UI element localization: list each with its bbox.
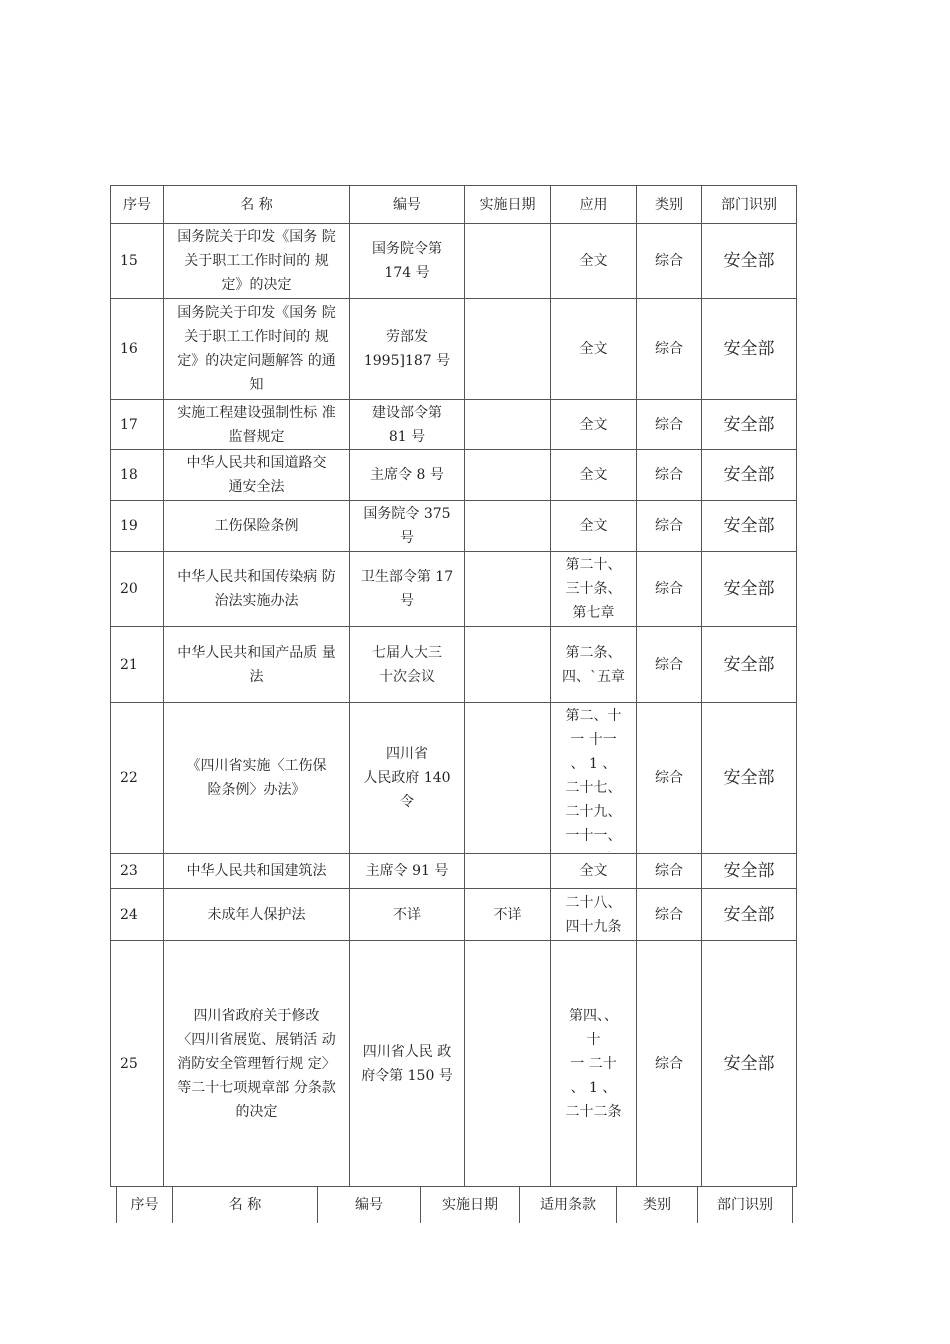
row-apply-text: 全文 xyxy=(579,518,608,534)
row-dept-text: 安全部 xyxy=(723,579,775,599)
row-dept-text: 安全部 xyxy=(723,904,775,925)
header-dept: 部门识别 xyxy=(702,186,797,224)
row-apply-text: 全文 xyxy=(579,467,608,483)
row-date xyxy=(465,299,551,400)
row-code-text: 建设部令第 81 号 xyxy=(372,404,442,445)
row-code xyxy=(350,889,465,941)
row-date xyxy=(465,854,551,889)
row-no xyxy=(111,703,164,854)
row-apply xyxy=(551,703,637,854)
row-dept xyxy=(702,627,797,703)
row-code-text: 国务院令第 174 号 xyxy=(372,241,442,281)
row-apply xyxy=(551,224,637,299)
row-dept-text: 安全部 xyxy=(723,1053,775,1074)
row-dept xyxy=(702,450,797,501)
row-name-text: 中华人民共和国传染病 防 治法实施办法 xyxy=(177,569,336,609)
row-apply-text: 第二条、 四、`五章 xyxy=(562,644,625,685)
row-dept xyxy=(702,941,797,1187)
table-row xyxy=(111,400,797,450)
row-code xyxy=(350,854,465,889)
header-date: 实施日期 xyxy=(465,186,551,224)
row-apply-text: 全文 xyxy=(579,341,608,357)
header-apply: 应用 xyxy=(551,186,637,224)
row-name xyxy=(164,299,350,400)
row-code xyxy=(350,501,465,552)
row-code-text: 国务院令 375 号 xyxy=(363,506,451,546)
row-category-text: 综合 xyxy=(655,467,683,483)
row-dept-text: 安全部 xyxy=(723,465,775,485)
row-dept-text: 安全部 xyxy=(723,414,775,435)
row-no xyxy=(111,501,164,552)
row-apply-text: 全文 xyxy=(579,416,608,433)
row-date xyxy=(465,941,551,1187)
row-no xyxy=(111,941,164,1187)
row-dept xyxy=(702,299,797,400)
header-no: 序号 xyxy=(111,186,164,224)
header-code: 编号 xyxy=(350,186,465,224)
row-no-text: 23 xyxy=(120,863,138,879)
footer-header-clauses: 适用条款 xyxy=(520,1187,617,1224)
row-category xyxy=(637,299,702,400)
row-code-text: 劳部发 1995]187 号 xyxy=(363,329,451,369)
row-dept-text: 安全部 xyxy=(723,251,775,271)
row-no-text: 24 xyxy=(120,906,138,923)
continuation-header-row xyxy=(117,1187,793,1224)
row-dept xyxy=(702,703,797,854)
footer-header-name: 名 称 xyxy=(173,1187,318,1224)
row-apply xyxy=(551,854,637,889)
footer-header-date: 实施日期 xyxy=(421,1187,520,1224)
row-name-text: 工伤保险条例 xyxy=(214,518,299,534)
row-date xyxy=(465,627,551,703)
table-row xyxy=(111,889,797,941)
row-name xyxy=(164,703,350,854)
table-row xyxy=(111,854,797,889)
row-dept xyxy=(702,854,797,889)
table-row xyxy=(111,627,797,703)
row-no-text: 22 xyxy=(120,770,138,786)
row-category xyxy=(637,224,702,299)
row-no-text: 19 xyxy=(120,518,138,534)
row-apply xyxy=(551,450,637,501)
row-category-text: 综合 xyxy=(655,770,683,786)
table-row xyxy=(111,941,797,1187)
row-date xyxy=(465,703,551,854)
row-code xyxy=(350,450,465,501)
row-date xyxy=(465,400,551,450)
row-no-text: 18 xyxy=(120,467,138,483)
row-no xyxy=(111,400,164,450)
row-code xyxy=(350,224,465,299)
row-dept-text: 安全部 xyxy=(723,861,775,881)
row-category-text: 综合 xyxy=(655,253,683,269)
row-name-text: 中华人民共和国建筑法 xyxy=(186,863,327,879)
row-name-text: 中华人民共和国道路交 通安全法 xyxy=(186,455,327,495)
row-category-text: 综合 xyxy=(655,1055,683,1072)
row-apply xyxy=(551,889,637,941)
row-name xyxy=(164,627,350,703)
row-code xyxy=(350,941,465,1187)
row-name-text: 中华人民共和国产品质 量 法 xyxy=(177,644,336,685)
row-category-text: 综合 xyxy=(655,518,683,534)
row-date xyxy=(465,501,551,552)
row-date-text: 不详 xyxy=(493,906,522,923)
row-category xyxy=(637,501,702,552)
row-apply-text: 第四、、 十 一 二十 、 1 、 二十二条 xyxy=(565,1007,622,1120)
row-no-text: 17 xyxy=(120,416,138,433)
row-no xyxy=(111,889,164,941)
row-name-text: 实施工程建设强制性标 准 监督规定 xyxy=(177,404,336,445)
row-code xyxy=(350,552,465,627)
footer-header-category: 类别 xyxy=(617,1187,698,1224)
row-category xyxy=(637,854,702,889)
row-name-text: 四川省政府关于修改 〈四川省展览、展销活 动 消防安全管理暂行规 定〉 等二十七项规章部 分条款 的决定 xyxy=(177,1007,336,1120)
row-category-text: 综合 xyxy=(655,341,683,357)
row-name xyxy=(164,941,350,1187)
row-code xyxy=(350,627,465,703)
row-no-text: 25 xyxy=(120,1055,138,1072)
row-date xyxy=(465,224,551,299)
row-no xyxy=(111,627,164,703)
row-apply-text: 全文 xyxy=(579,863,608,879)
table-row xyxy=(111,552,797,627)
row-apply xyxy=(551,501,637,552)
table-row xyxy=(111,299,797,400)
row-code-text: 四川省人民 政 府令第 150 号 xyxy=(361,1043,453,1084)
row-code-text: 七届人大三 十次会议 xyxy=(372,644,442,685)
row-dept-text: 安全部 xyxy=(723,654,775,675)
row-dept xyxy=(702,501,797,552)
row-name-text: 国务院关于印发《国务 院 关于职工工作时间的 规 定》的决定 xyxy=(177,229,336,293)
regulations-table xyxy=(110,185,797,1187)
row-category-text: 综合 xyxy=(655,581,683,597)
row-code xyxy=(350,703,465,854)
row-no-text: 16 xyxy=(120,341,138,357)
row-apply xyxy=(551,627,637,703)
row-name-text: 未成年人保护法 xyxy=(207,906,306,923)
row-no-text: 21 xyxy=(120,656,138,673)
row-category-text: 综合 xyxy=(655,656,683,673)
row-dept xyxy=(702,400,797,450)
row-code-text: 不详 xyxy=(393,906,421,923)
row-apply xyxy=(551,299,637,400)
row-category xyxy=(637,889,702,941)
row-code-text: 四川省 人民政府 140 令 xyxy=(363,746,451,810)
row-no xyxy=(111,450,164,501)
row-category xyxy=(637,627,702,703)
row-name xyxy=(164,400,350,450)
row-category xyxy=(637,400,702,450)
header-category: 类别 xyxy=(637,186,702,224)
row-category-text: 综合 xyxy=(655,863,683,879)
row-category xyxy=(637,703,702,854)
row-dept xyxy=(702,224,797,299)
row-apply xyxy=(551,400,637,450)
row-category xyxy=(637,552,702,627)
row-apply-text: 全文 xyxy=(579,253,608,269)
footer-header-no: 序号 xyxy=(117,1187,173,1224)
row-no-text: 20 xyxy=(120,581,138,597)
row-code-text: 主席令 91 号 xyxy=(365,863,449,879)
row-code xyxy=(350,400,465,450)
row-name-text: 国务院关于印发《国务 院 关于职工工作时间的 规 定》的决定问题解答 的通 知 xyxy=(177,305,336,393)
footer-header-dept: 部门识别 xyxy=(698,1187,793,1224)
row-date xyxy=(465,450,551,501)
row-code-text: 卫生部令第 17 号 xyxy=(360,569,454,609)
row-date xyxy=(465,889,551,941)
table-row xyxy=(111,501,797,552)
row-category xyxy=(637,941,702,1187)
header-name: 名 称 xyxy=(164,186,350,224)
row-apply-text: 第二十、 三十条、 第七章 xyxy=(565,557,622,621)
row-name-text: 《四川省实施〈工伤保 险条例〉办法》 xyxy=(186,758,327,798)
row-code xyxy=(350,299,465,400)
row-name xyxy=(164,501,350,552)
continuation-header-table xyxy=(116,1186,793,1223)
row-dept-text: 安全部 xyxy=(723,768,775,788)
row-name xyxy=(164,552,350,627)
row-name xyxy=(164,450,350,501)
row-no xyxy=(111,299,164,400)
table-header-row xyxy=(111,186,797,224)
row-apply-text: 二十八、 四十九条 xyxy=(565,894,622,935)
row-date xyxy=(465,552,551,627)
row-dept-text: 安全部 xyxy=(723,339,775,359)
row-category xyxy=(637,450,702,501)
row-code-text: 主席令 8 号 xyxy=(370,467,444,483)
row-name xyxy=(164,889,350,941)
row-name xyxy=(164,224,350,299)
row-apply xyxy=(551,941,637,1187)
row-apply-text: 第二、十 一 十一 、 1 、 二十七、 二十九、 一十一、 xyxy=(565,708,622,844)
row-dept-text: 安全部 xyxy=(723,516,775,536)
footer-header-code: 编号 xyxy=(318,1187,421,1224)
row-dept xyxy=(702,552,797,627)
row-no xyxy=(111,552,164,627)
row-apply xyxy=(551,552,637,627)
row-category-text: 综合 xyxy=(655,906,683,923)
row-no xyxy=(111,854,164,889)
table-row xyxy=(111,224,797,299)
row-no-text: 15 xyxy=(120,253,138,269)
table-row xyxy=(111,450,797,501)
row-name xyxy=(164,854,350,889)
row-no xyxy=(111,224,164,299)
table-row xyxy=(111,703,797,854)
row-category-text: 综合 xyxy=(655,416,683,433)
row-dept xyxy=(702,889,797,941)
